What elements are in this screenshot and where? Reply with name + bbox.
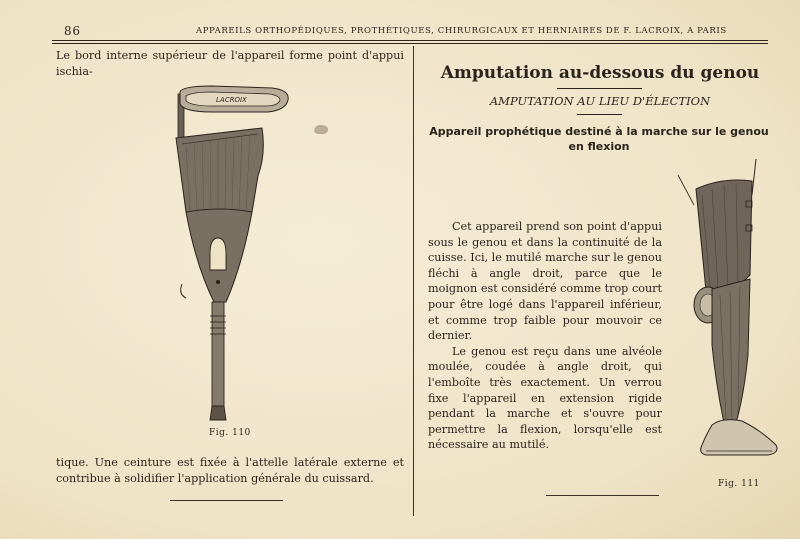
page-header — [52, 24, 768, 38]
right-body-text — [428, 219, 662, 453]
column-divider — [413, 46, 414, 516]
subtitle-rule — [577, 114, 622, 115]
paragraph-2: Le genou est reçu dans une alvéole moulée, coudée à angle droit, qui l'emboîte très exactement. Un verrou fixe l'appareil en extension rigide pendant la marche et s'ouvre pour permettre la flexion, lorsqu'elle est nécessaire au mutilé. — [428, 344, 662, 452]
page-number: 86 — [64, 24, 81, 38]
paragraph-1: Cet appareil prend son point d'appui sous le genou et dans la continuité de la cuisse. Ici, le mutilé marche sur le genou fléchi à angle droit, parce que le moignon est considéré comme trop court pour être logé dans l'appareil inférieur, et comme trop faible pour mouvoir ce dernier. — [428, 220, 662, 343]
figure-110-illustration — [172, 84, 302, 424]
figure-110-caption: Fig. 110 — [209, 428, 251, 438]
left-bottom-text: tique. Une ceinture est fixée à l'attelle latérale externe et contribue à solidifier l'application générale du cuissard. — [56, 456, 404, 485]
figure-111-caption: Fig. 111 — [718, 479, 760, 489]
paper-stain — [312, 123, 330, 136]
right-end-rule — [546, 495, 659, 496]
device-heading: Appareil prophétique destiné à la marche sur le genou en flexion — [429, 125, 769, 153]
title-rule — [557, 88, 642, 89]
left-end-rule — [170, 500, 283, 501]
left-top-text: Le bord interne supérieur de l'appareil forme point d'appui ischia- — [56, 49, 404, 78]
section-title: Amputation au-dessous du genou — [440, 63, 760, 83]
header-rule-thin — [52, 43, 768, 44]
figure-brand-label: LACROIX — [216, 96, 247, 104]
section-subtitle: AMPUTATION AU LIEU D'ÉLECTION — [489, 94, 711, 108]
figure-111-illustration — [672, 155, 784, 475]
header-rule — [52, 40, 768, 41]
running-title: APPAREILS ORTHOPÉDIQUES, PROTHÉTIQUES, CHIRURGICAUX ET HERNIAIRES DE F. LACROIX, A PARIS — [196, 26, 727, 36]
